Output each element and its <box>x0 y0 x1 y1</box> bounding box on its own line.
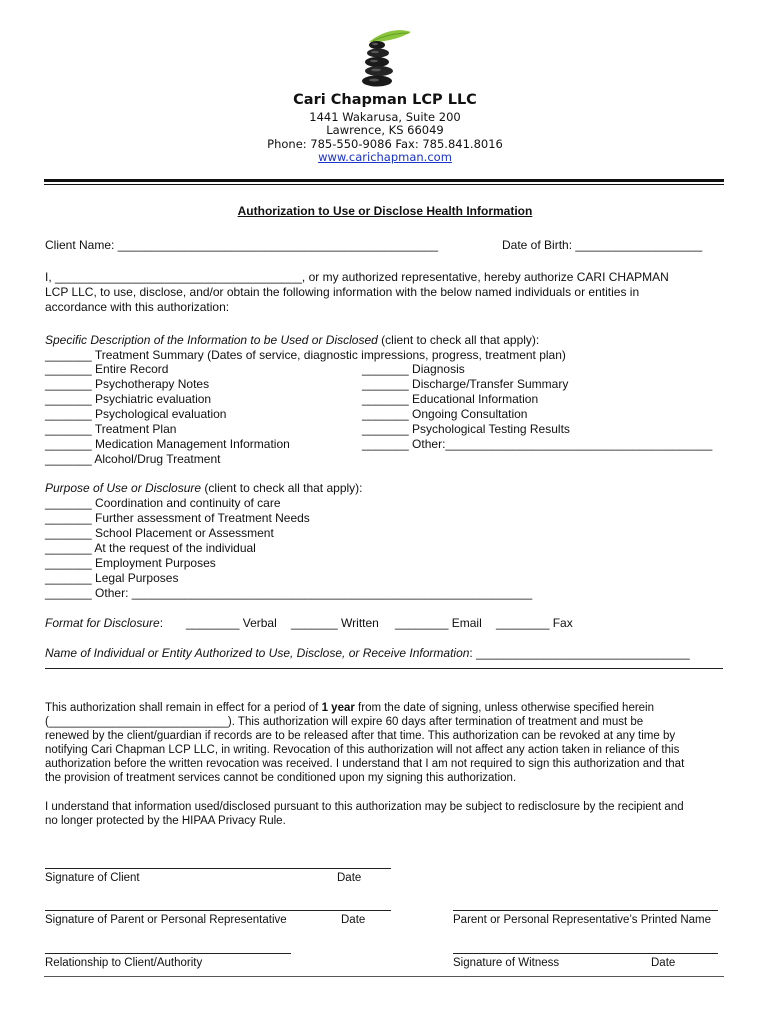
phone-fax: Phone: 785-550-9086 Fax: 785.841.8016 <box>267 137 503 151</box>
specific-item-discharge-summary[interactable]: _______ Discharge/Transfer Summary <box>362 377 569 391</box>
format-option-verbal[interactable]: ________ Verbal <box>186 616 277 630</box>
recipient-label: Name of Individual or Entity Authorized to Use, Disclose, or Receive Information <box>45 646 470 660</box>
specific-heading-italic: Specific Description of the Information to be Used or Disclosed <box>45 333 378 347</box>
purpose-item-employment[interactable]: _______ Employment Purposes <box>45 556 216 570</box>
specific-item-entire-record[interactable]: _______ Entire Record <box>45 362 169 376</box>
authorization-line-6: the provision of treatment services cannot be conditioned upon my signing this authorization. <box>45 772 517 784</box>
address-line-2: Lawrence, KS 66049 <box>326 123 444 137</box>
intro-line-3: accordance with this authorization: <box>45 300 230 314</box>
auth-line-1-pre: This authorization shall remain in effect for a period of <box>45 702 322 714</box>
footer-divider <box>44 976 724 977</box>
hipaa-line-2: no longer protected by the HIPAA Privacy Rule. <box>45 815 286 827</box>
parent-date-label: Date <box>341 914 366 926</box>
relationship-line[interactable] <box>45 953 291 954</box>
purpose-heading-italic: Purpose of Use or Disclosure <box>45 481 202 495</box>
stacked-stones-logo <box>355 28 415 90</box>
authorization-line-3: renewed by the client/guardian if records are to be released after that time. This authorization can be revoked at any time by <box>45 730 676 742</box>
specific-item-medication-management[interactable]: _______ Medication Management Information <box>45 437 290 451</box>
purpose-item-legal[interactable]: _______ Legal Purposes <box>45 571 179 585</box>
website-link[interactable]: www.carichapman.com <box>318 150 452 164</box>
specific-item-psychological-testing[interactable]: _______ Psychological Testing Results <box>362 422 570 436</box>
format-label <box>45 616 163 630</box>
specific-item-other[interactable]: _______ Other:________________________________________ <box>362 437 713 451</box>
specific-item-educational-information[interactable]: _______ Educational Information <box>362 392 539 406</box>
intro-line-1: I, _____________________________________, or my authorized representative, hereby authorize CARI CHAPMAN <box>45 270 669 284</box>
authorization-line-4: notifying Cari Chapman LCP LLC, in writing. Revocation of this authorization will not affect any action taken in reliance of this <box>45 744 680 756</box>
specific-item-treatment-plan[interactable]: _______ Treatment Plan <box>45 422 177 436</box>
format-option-written[interactable]: _______ Written <box>291 616 379 630</box>
auth-duration: 1 year <box>321 702 355 714</box>
form-title: Authorization to Use or Disclose Health Information <box>237 204 533 218</box>
authorization-line-2: (____________________________). This authorization will expire 60 days after termination of treatment and must be <box>45 716 644 728</box>
specific-item-psychotherapy-notes[interactable]: _______ Psychotherapy Notes <box>45 377 210 391</box>
witness-signature-line[interactable] <box>453 953 718 954</box>
parent-signature-label: Signature of Parent or Personal Representative <box>45 914 287 926</box>
header-divider-thick <box>44 179 724 182</box>
parent-printed-name-line[interactable] <box>453 910 718 911</box>
intro-line-2: LCP LLC, to use, disclose, and/or obtain the following information with the below named individuals or entities in <box>45 285 640 299</box>
recipient-field[interactable] <box>45 646 690 660</box>
purpose-heading <box>45 481 363 495</box>
purpose-item-request-individual[interactable]: _______ At the request of the individual <box>45 541 256 555</box>
format-option-email[interactable]: ________ Email <box>395 616 482 630</box>
format-label-colon: : <box>159 616 164 630</box>
format-option-fax[interactable]: ________ Fax <box>496 616 573 630</box>
witness-date-label: Date <box>651 957 676 969</box>
specific-item-diagnosis[interactable]: _______ Diagnosis <box>362 362 465 376</box>
org-name: Cari Chapman LCP LLC <box>293 92 477 108</box>
client-signature-label: Signature of Client <box>45 872 140 884</box>
recipient-blank: : ________________________________ <box>469 646 690 660</box>
date-of-birth-field[interactable]: Date of Birth: ___________________ <box>502 238 703 252</box>
format-label-text: Format for Disclosure <box>45 616 160 630</box>
purpose-item-school-placement[interactable]: _______ School Placement or Assessment <box>45 526 274 540</box>
parent-printed-name-label: Parent or Personal Representative’s Printed Name <box>453 914 712 926</box>
client-name-field[interactable]: Client Name: ________________________________________________ <box>45 238 439 252</box>
purpose-item-coordination[interactable]: _______ Coordination and continuity of care <box>45 496 281 510</box>
header-divider-thin <box>44 184 724 185</box>
specific-item-psychiatric-evaluation[interactable]: _______ Psychiatric evaluation <box>45 392 212 406</box>
relationship-label: Relationship to Client/Authority <box>45 957 203 969</box>
purpose-item-other[interactable]: _______ Other: ____________________________________________________________ <box>45 586 533 600</box>
specific-item-alcohol-drug[interactable]: _______ Alcohol/Drug Treatment <box>45 452 221 466</box>
witness-signature-label: Signature of Witness <box>453 957 560 969</box>
parent-signature-line[interactable] <box>45 910 391 911</box>
auth-line-1-post: from the date of signing, unless otherwise specified herein <box>354 702 655 714</box>
specific-heading-rest: (client to check all that apply): <box>377 333 540 347</box>
specific-item-psychological-evaluation[interactable]: _______ Psychological evaluation <box>45 407 227 421</box>
specific-description-heading <box>45 333 539 347</box>
hipaa-line-1: I understand that information used/disclosed pursuant to this authorization may be subject to redisclosure by the recipient and <box>45 801 684 813</box>
authorization-line-5: authorization before the written revocation was received. I understand that I am not required to sign this authorization and that <box>45 758 685 770</box>
client-signature-line[interactable] <box>45 868 391 869</box>
specific-item-ongoing-consultation[interactable]: _______ Ongoing Consultation <box>362 407 528 421</box>
address-line-1: 1441 Wakarusa, Suite 200 <box>309 110 461 124</box>
treatment-summary-item[interactable]: _______ Treatment Summary (Dates of service, diagnostic impressions, progress, treatment plan) <box>45 348 566 362</box>
purpose-item-further-assessment[interactable]: _______ Further assessment of Treatment Needs <box>45 511 310 525</box>
recipient-extra-line[interactable] <box>45 668 723 669</box>
client-date-label: Date <box>337 872 362 884</box>
purpose-heading-rest: (client to check all that apply): <box>201 481 363 495</box>
authorization-line-1 <box>45 702 654 714</box>
